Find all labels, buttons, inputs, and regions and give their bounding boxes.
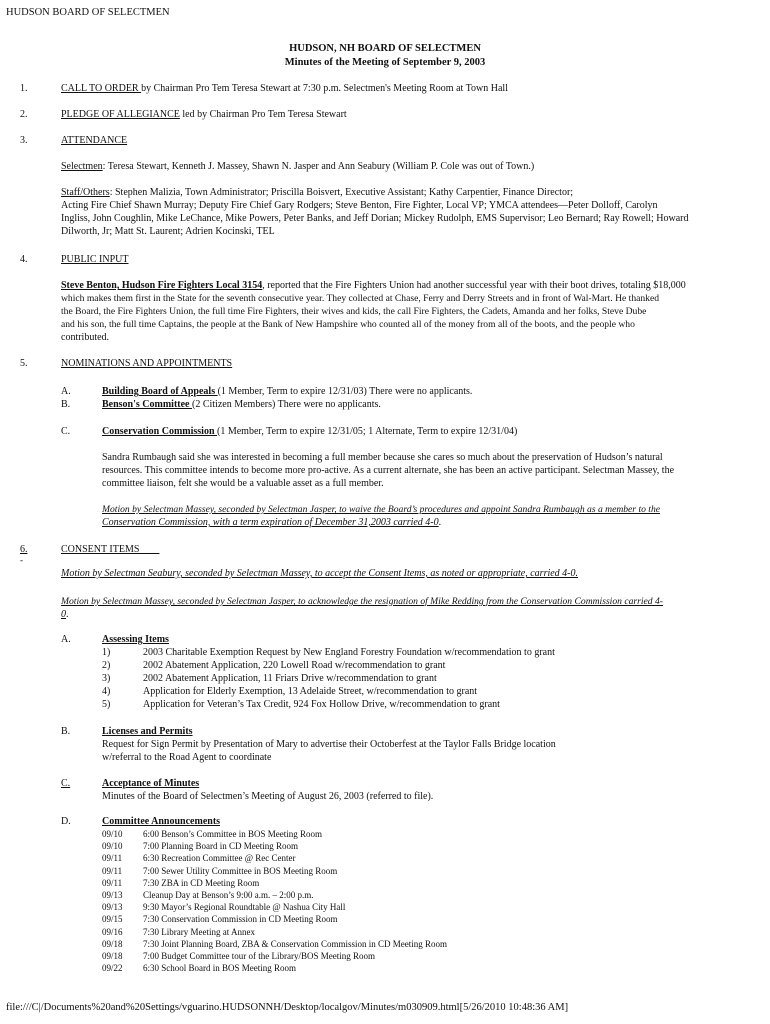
announcement-text: 7:00 Sewer Utility Committee in BOS Meeting Room (143, 865, 338, 876)
item-6c-title: Acceptance of Minutes (102, 778, 200, 789)
staff-line-3: Ingliss, John Coughlin, Mike LeChance, Mike Powers, Peter Banks, and Jeff Dorian; Mickey Rudolph, EMS Supervisor; Leo Bernard; Ray Rowell; Howard (61, 213, 689, 224)
announcement-text: 7:30 Joint Planning Board, ZBA & Conservation Commission in CD Meeting Room (143, 938, 448, 949)
announcement-text: Cleanup Day at Benson’s 9:00 a.m. – 2:00 p.m. (143, 890, 314, 900)
item-6b-title: Licenses and Permits (102, 726, 193, 737)
announcement-date: 09/15 (102, 914, 123, 925)
item-5c-para-line-3: committee liaison, felt she would be a valuable asset as a full member. (102, 478, 384, 489)
item-6a-letter: A. (61, 634, 71, 645)
announcement-date: 09/22 (102, 963, 123, 974)
assessing-item-text: 2002 Abatement Application, 11 Friars Drive w/recommendation to grant (143, 673, 437, 684)
item-5b-title: Benson's Committee (102, 399, 192, 410)
item-6b-line-1: Request for Sign Permit by Presentation of Mary to advertise their Octoberfest at the Taylor Falls Bridge location (102, 739, 556, 750)
announcement-text: 7:00 Planning Board in CD Meeting Room (143, 841, 298, 852)
section-2-text: led by Chairman Pro Tem Teresa Stewart (179, 109, 347, 120)
selectmen-label: Selectmen (61, 161, 103, 172)
section-4-number: 4. (20, 254, 28, 265)
announcement-date: 09/11 (102, 877, 123, 888)
announcement-date: 09/11 (102, 853, 123, 864)
item-5c: Conservation Commission (1 Member, Term to expire 12/31/05; 1 Alternate, Term to expire 12/31/04) (102, 426, 518, 437)
selectmen-text: : Teresa Stewart, Kenneth J. Massey, Shawn N. Jasper and Ann Seabury (William P. Cole was out of Town.) (102, 161, 535, 172)
assessing-item-text: 2003 Charitable Exemption Request by New England Forestry Foundation w/recommendation to grant (143, 647, 555, 658)
section-4-heading: PUBLIC INPUT (61, 254, 129, 265)
selectmen-attendance (61, 160, 534, 173)
section-3-heading: ATTENDANCE (61, 135, 128, 146)
announcement-date: 09/18 (102, 951, 123, 961)
speaker-name: Steve Benton, Hudson Fire Fighters Local 3154 (61, 280, 263, 291)
section-1-text: by Chairman Pro Tem Teresa Stewart at 7:30 p.m. Selectmen's Meeting Room at Town Hall (141, 83, 508, 94)
section-2-heading: PLEDGE OF ALLEGIANCE (61, 109, 180, 120)
public-input-line-2: which makes them first in the State for the seventh consecutive year. They collected at Chase, Ferry and Derry Streets and in front of Wal-Mart. He thanked (61, 293, 660, 304)
item-5c-title: Conservation Commission (102, 426, 218, 437)
announcement-text: 6:30 School Board in BOS Meeting Room (143, 963, 296, 974)
motion-5c-line-2: Conservation Commission, with a term expiration of December 31,2003 carried 4-0. (102, 517, 442, 528)
assessing-item-number: 2) (102, 660, 111, 671)
item-6c-letter: C. (61, 778, 71, 789)
page-header: HUDSON BOARD OF SELECTMEN (6, 7, 170, 18)
public-input-line-1: Steve Benton, Hudson Fire Fighters Local 3154, reported that the Fire Fighters Union had another successful year with their boot drives, totaling $18,000 (61, 280, 686, 291)
assessing-item-number: 5) (102, 699, 111, 710)
item-6d-title: Committee Announcements (102, 816, 221, 827)
section-1 (61, 82, 508, 95)
section-1-heading: CALL TO ORDER (61, 83, 142, 94)
assessing-item-number: 4) (102, 686, 111, 697)
item-5c-letter: C. (61, 426, 71, 437)
announcement-date: 09/10 (102, 841, 123, 852)
announcement-date: 09/13 (102, 902, 123, 913)
section-2-number: 2. (20, 109, 28, 120)
item-5a-title: Building Board of Appeals (102, 386, 218, 397)
public-input-line-4: and his son, the full time Captains, the people at the Bank of New Hampshire who counted all of the money from all of the boots, and the people who (61, 319, 635, 330)
assessing-item-text: Application for Veteran’s Tax Credit, 924 Fox Hollow Drive, w/recommendation to grant (143, 699, 500, 710)
staff-label: Staff/Others (61, 187, 110, 198)
section-2 (61, 108, 347, 121)
item-5b-letter: B. (61, 399, 71, 410)
section-5-number: 5. (20, 358, 28, 369)
announcement-text: 6:30 Recreation Committee @ Rec Center (143, 853, 296, 864)
item-5c-para-line-2: resources. This committee intends to become more pro-active. As a current alternate, she has been an active participant. Selectman Massey, the (102, 465, 675, 476)
section-5-heading: NOMINATIONS AND APPOINTMENTS (61, 358, 233, 369)
document-title: HUDSON, NH BOARD OF SELECTMEN (289, 43, 481, 54)
item-5b: Benson's Committee (2 Citizen Members) There were no applicants. (102, 399, 381, 410)
staff-line-1: Staff/Others: Stephen Malizia, Town Administrator; Priscilla Boisvert, Executive Assistant; Kathy Carpentier, Finance Director; (61, 187, 574, 198)
public-input-line-3: the Board, the Fire Fighters Union, the full time Fire Fighters, their wives and kids, the call Fire Fighters, the Cadets, Amanda and her folks, Steve Dube (61, 306, 647, 317)
announcement-date: 09/13 (102, 890, 123, 900)
announcement-text: 7:00 Budget Committee tour of the Library/BOS Meeting Room (143, 951, 375, 961)
announcement-text: 7:30 Library Meeting at Annex (143, 926, 255, 937)
item-5a: Building Board of Appeals (1 Member, Term to expire 12/31/03) There were no applicants. (102, 386, 473, 397)
item-6b-line-2: w/referral to the Road Agent to coordinate (102, 752, 272, 763)
announcement-date: 09/18 (102, 938, 123, 949)
section-6-number: 6. (20, 544, 28, 555)
assessing-item-text: Application for Elderly Exemption, 13 Adelaide Street, w/recommendation to grant (143, 686, 478, 697)
item-6d-letter: D. (61, 816, 71, 827)
assessing-item-number: 3) (102, 673, 111, 684)
announcement-date: 09/11 (102, 865, 123, 876)
section-1-number: 1. (20, 83, 28, 94)
motion-5c-line-1: Motion by Selectman Massey, seconded by Selectman Jasper, to waive the Board’s procedures and appoint Sandra Rumbaugh as a member to the (102, 504, 661, 515)
item-6b-letter: B. (61, 726, 71, 737)
assessing-item-text: 2002 Abatement Application, 220 Lowell Road w/recommendation to grant (143, 660, 446, 671)
section-6-heading: CONSENT ITEMS (61, 544, 160, 555)
motion-6-consent: Motion by Selectman Seabury, seconded by Selectman Massey, to accept the Consent Items, as noted or appropriate, carried 4-0. (61, 568, 579, 579)
assessing-item-number: 1) (102, 647, 111, 658)
section-6-dash: - (20, 555, 23, 565)
item-5a-letter: A. (61, 386, 71, 397)
staff-line-2: Acting Fire Chief Shawn Murray; Deputy Fire Chief Gary Rodgers; Steve Benton, Fire Fighter, Local VP; YMCA attendees—Peter Dolloff, Carolyn (61, 200, 658, 211)
announcement-text: 7:30 ZBA in CD Meeting Room (143, 877, 260, 888)
motion-6-resignation-line-1: Motion by Selectman Massey, seconded by Selectman Jasper, to acknowledge the resignation of Mike Redding from the Conservation Commission carried 4- (61, 596, 663, 607)
announcement-text: 7:30 Conservation Commission in CD Meeting Room (143, 914, 338, 925)
staff-line-4: Dilworth, Jr; Matt St. Laurent; Adrien Kocinski, TEL (61, 226, 275, 237)
announcement-text: 6:00 Benson’s Committee in BOS Meeting Room (143, 829, 323, 839)
document-subtitle: Minutes of the Meeting of September 9, 2003 (284, 57, 486, 68)
public-input-line-5: contributed. (61, 332, 110, 343)
item-6c-line: Minutes of the Board of Selectmen’s Meeting of August 26, 2003 (referred to file). (102, 791, 434, 802)
item-5c-para-line-1: Sandra Rumbaugh said she was interested in becoming a full member because she cares so much about the preservation of Hudson’s natural (102, 452, 663, 463)
announcement-date: 09/16 (102, 926, 123, 937)
announcement-text: 9:30 Mayor’s Regional Roundtable @ Nashua City Hall (143, 902, 346, 913)
motion-6-resignation-line-2: 0. (61, 609, 69, 620)
announcement-date: 09/10 (102, 829, 123, 839)
section-3-number: 3. (20, 135, 28, 146)
page-footer-url: file:///C|/Documents%20and%20Settings/vguarino.HUDSONNH/Desktop/localgov/Minutes/m030909.html[5/26/2010 10:48:36 AM] (6, 1002, 569, 1013)
item-6a-title: Assessing Items (102, 634, 169, 645)
